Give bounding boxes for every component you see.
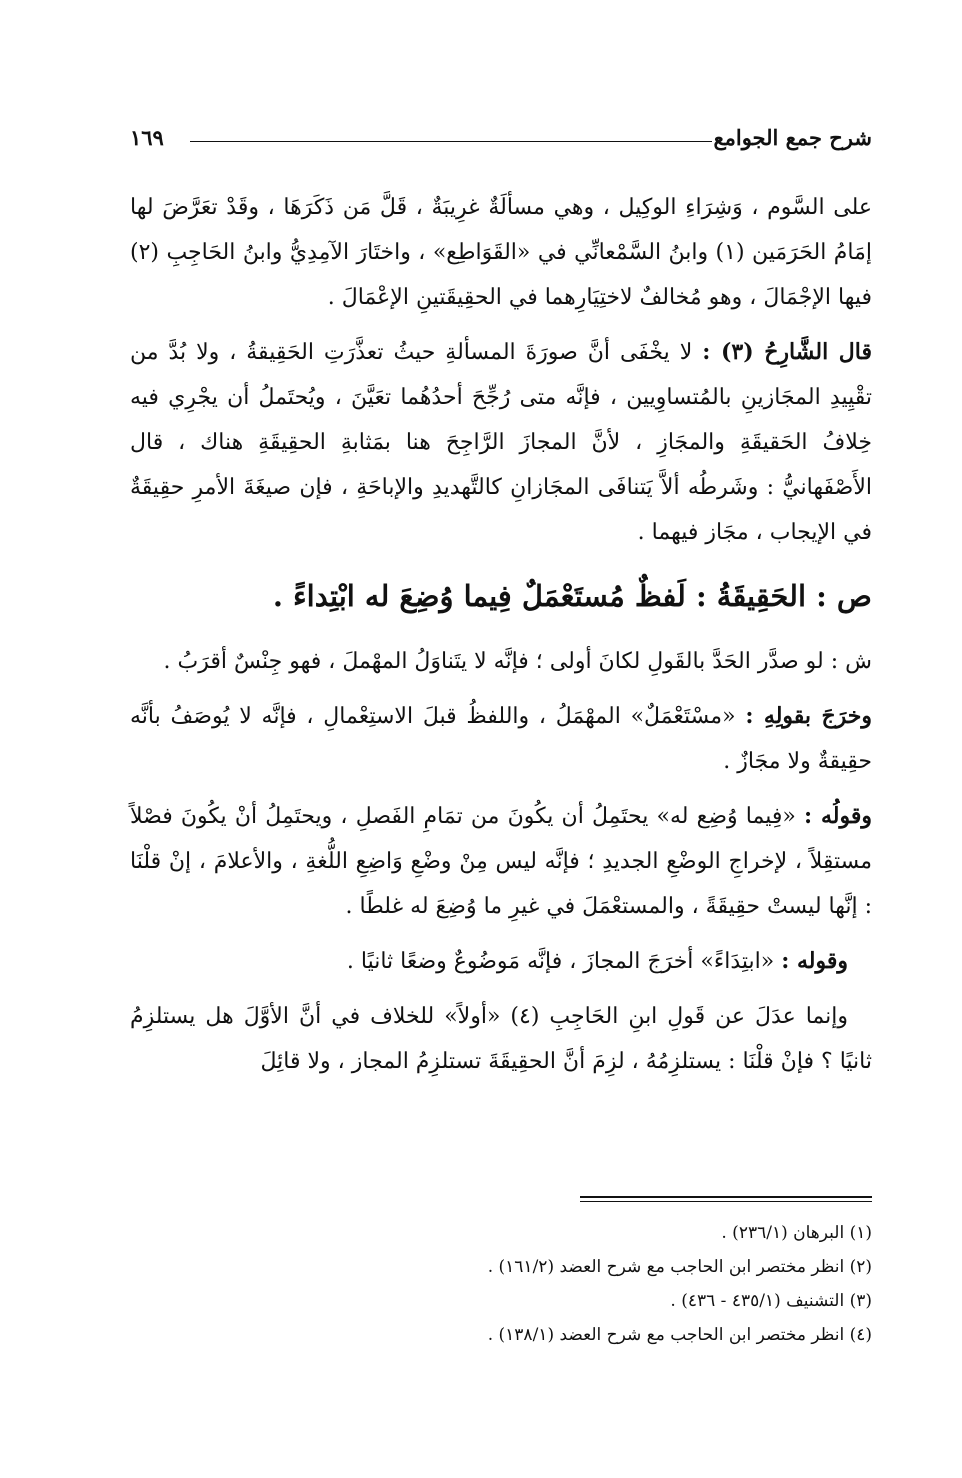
paragraph-2-text: لا يخْفَى أنَّ صورَةَ المسألةِ حيثُ تعذَّرَتِ الحَقِيقةُ ، ولا بُدَّ من تقْيِيدِ المجَازينِ بالمُتساوِيين ، فإنَّه متى رُجِّحَ أحدُهُما تعَيَّنَ ، ويُحتَملُ أن يجْرِي فيه خِلافُ الحَقيقَةِ والمجَازِ ، لأنَّ المجازَ الرَّاجِحَ هنا بمَثابةِ الحقِيقَةِ هناك ، قال الأَصْفَهانيُّ : وشَرطُه ألاَّ يَتنافَى المجَازانِ كالتَّهديدِ والإباحَةِ ، فإن صيغَةَ الأمرِ حقِيقَةٌ في الإيجاب ، مجَاز فيهما . xyxy=(130,340,872,545)
paragraph-5 xyxy=(130,794,872,929)
page-number: ١٦٩ xyxy=(130,125,164,150)
footnote-3: (٣) التشنيف (٤٣٥/١ - ٤٣٦) . xyxy=(670,1291,872,1311)
footnote-separator-thin xyxy=(580,1201,872,1202)
paragraph-3: ش : لو صدَّر الحَدَّ بالقَولِ لكانَ أولى ؛ فإنَّه لا يتَناوَلُ المهْملَ ، فهو جِنْسٌ أقرَبُ . xyxy=(163,649,872,674)
header-rule xyxy=(190,141,712,142)
running-header xyxy=(130,125,872,165)
footnotes xyxy=(130,1216,872,1352)
paragraph-4 xyxy=(130,694,872,784)
main-text xyxy=(130,185,872,1094)
paragraph-2-lead: قال الشَّارِحُ (٣) : xyxy=(702,339,872,365)
paragraph-1: على السَّوم ، وَشِرَاءِ الوكِيل ، وهي مسألَةٌ غرِيبَةٌ ، قَلَّ مَن ذَكَرَهَا ، وقَدْ تعَرَّضَ لها إمَامُ الحَرَمَين (١) وابنُ السَّمْعانِّي في «القَوَاطِع» ، واختَارَ الآمِدِيُّ وابنُ الحَاجِبِ (٢) فيها الإجْمَالَ ، وهو مُخالفٌ لاختِيَارِهما في الحقِيقَتينِ الإعْمَالَ . xyxy=(130,195,872,310)
paragraph-6 xyxy=(130,939,872,984)
paragraph-2 xyxy=(130,330,872,555)
paragraph-6-text: «ابتِدَاءً» أخرَجَ المجازَ ، فإنَّه مَوضُوعٌ وضعًا ثانيًا . xyxy=(346,949,775,974)
paragraph-4-lead: وخرَجَ بقولِهِ : xyxy=(745,703,873,729)
paragraph-6-lead: وقوله : xyxy=(781,948,848,974)
paragraph-7: وإنما عدَلَ عن قَولِ ابنِ الحَاجِبِ (٤) «أولاً» للخلاف في أنَّ الأوَّلَ هل يستلزِمُ ثانيًا ؟ فإنْ قلْنَا : يستلزِمُهُ ، لزِمَ أنَّ الحقِيقَةَ تستلزِمُ المجاز ، ولا قائِلَ xyxy=(130,1004,872,1074)
footnote-1: (١) البرهان (٢٣٦/١) . xyxy=(721,1223,872,1243)
header-title: شرح جمع الجوامع xyxy=(713,125,872,150)
footnote-separator xyxy=(580,1196,872,1198)
paragraph-5-text: «فِيما وُضِع له» يحتَمِلُ أن يكُونَ من تمَامِ الفَصلِ ، ويحتَمِلُ أنْ يكُونَ فصْلاً مستقِلاً ، لإخراجِ الوضْعِ الجديدِ ؛ فإنَّه ليس مِنْ وضْعِ وَاضِعِ اللُّغةِ ، والأعلامَ ، إنْ قلْنَا : إنَّها ليستْ حقِيقَةً ، والمستعْمَلَ في غيرِ ما وُضِعَ له غلطًا . xyxy=(130,804,872,919)
definition-heading: ص : الحَقِيقَةُ : لَفظٌ مُستَعْمَلٌ فِيما وُضِعَ له ابْتِداءً . xyxy=(272,579,872,613)
paragraph-5-lead: وقولُه : xyxy=(804,803,872,829)
footnote-4: (٤) انظر مختصر ابن الحاجب مع شرح العضد (١٣٨/١) . xyxy=(487,1325,872,1345)
paragraph-4-text: «مسْتَعْمَلٌ» المهْمَلُ ، واللفظُ قبلَ الاستِعْمالِ ، فإنَّه لا يُوصَفُ بأنَّه حقِيقةٌ ولا مجَازٌ . xyxy=(130,704,872,774)
footnote-2: (٢) انظر مختصر ابن الحاجب مع شرح العضد (١٦١/٢) . xyxy=(487,1257,872,1277)
